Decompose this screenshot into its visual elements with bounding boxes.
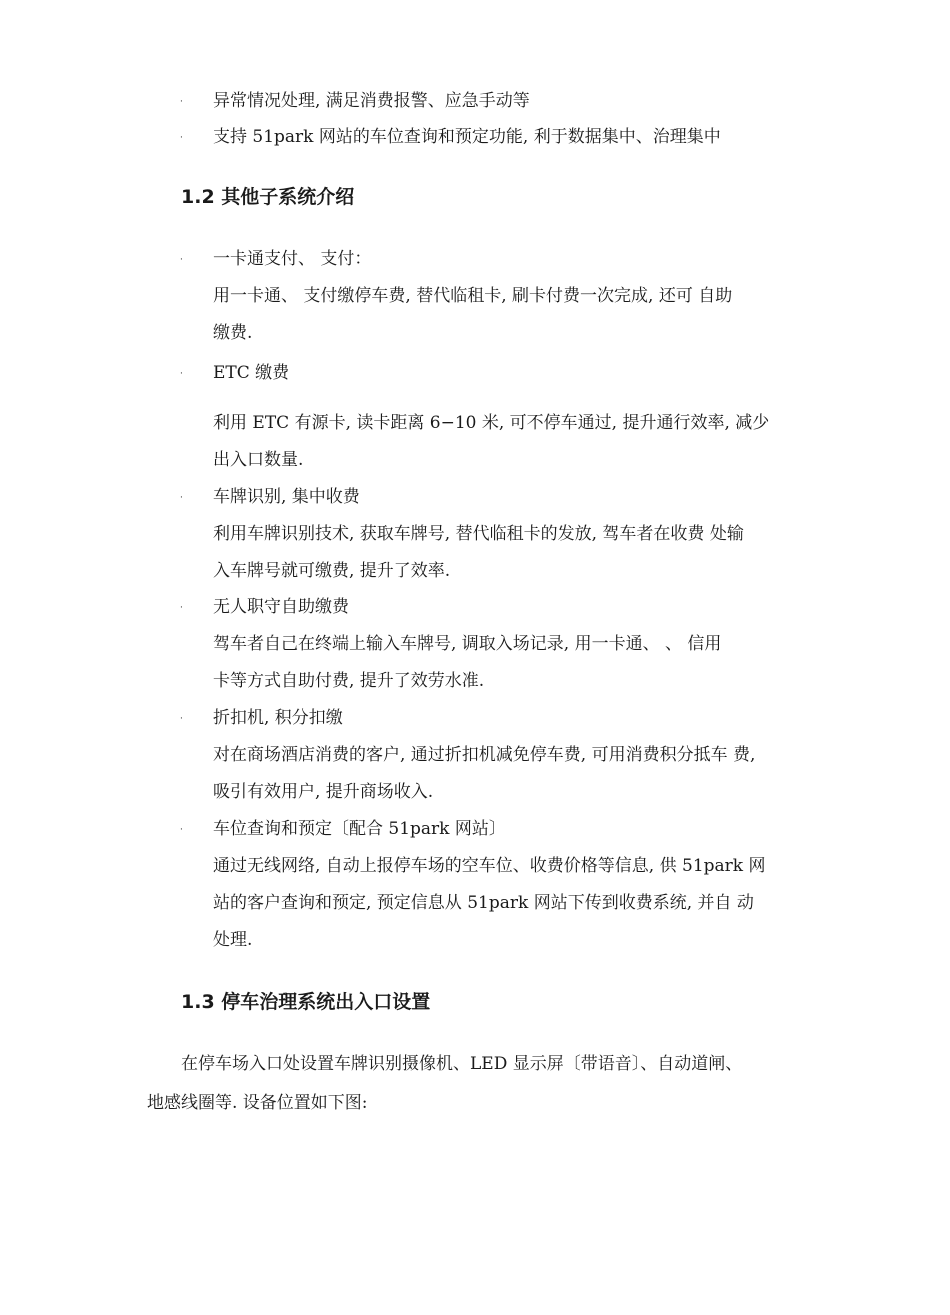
list-item-desc: 入车牌号就可缴费, 提升了效率. bbox=[213, 561, 451, 581]
list-item-title: ETC 缴费 bbox=[213, 363, 290, 383]
bullet: · bbox=[180, 603, 183, 613]
list-item-desc: 对在商场酒店消费的客户, 通过折扣机减免停车费, 可用消费积分抵车 费, bbox=[213, 745, 756, 765]
list-item-desc: 吸引有效用户, 提升商场收入. bbox=[213, 782, 434, 802]
list-item-desc: 利用 ETC 有源卡, 读卡距离 6−10 米, 可不停车通过, 提升通行效率, 减少 bbox=[213, 413, 770, 433]
paragraph-line: 在停车场入口处设置车牌识别摄像机、LED 显示屏〔带语音〕、自动道闸、 bbox=[181, 1054, 743, 1074]
section-heading-1-3: 1.3 停车治理系统出入口设置 bbox=[181, 991, 431, 1013]
bullet: · bbox=[180, 825, 183, 835]
section-heading-1-2: 1.2 其他子系统介绍 bbox=[181, 186, 355, 208]
list-item: 支持 51park 网站的车位查询和预定功能, 利于数据集中、治理集中 bbox=[213, 127, 721, 147]
bullet: · bbox=[180, 369, 183, 379]
list-item-desc: 卡等方式自助付费, 提升了效劳水准. bbox=[213, 671, 485, 691]
list-item-desc: 出入口数量. bbox=[213, 450, 304, 470]
bullet: · bbox=[180, 133, 183, 143]
list-item-desc: 用一卡通、 支付缴停车费, 替代临租卡, 刷卡付费一次完成, 还可 自助 bbox=[213, 286, 733, 306]
paragraph-line: 地感线圈等. 设备位置如下图: bbox=[147, 1093, 368, 1113]
bullet: · bbox=[180, 714, 183, 724]
list-item: 异常情况处理, 满足消费报警、应急手动等 bbox=[213, 91, 530, 111]
bullet: · bbox=[180, 493, 183, 503]
list-item-desc: 缴费. bbox=[213, 323, 253, 343]
bullet: · bbox=[180, 255, 183, 265]
list-item-desc: 利用车牌识别技术, 获取车牌号, 替代临租卡的发放, 驾车者在收费 处输 bbox=[213, 524, 744, 544]
list-item-desc: 驾车者自己在终端上输入车牌号, 调取入场记录, 用一卡通、 、 信用 bbox=[213, 634, 722, 654]
list-item-desc: 通过无线网络, 自动上报停车场的空车位、收费价格等信息, 供 51park 网 bbox=[213, 856, 766, 876]
bullet: · bbox=[180, 97, 183, 107]
list-item-title: 车位查询和预定〔配合 51park 网站〕 bbox=[213, 819, 506, 839]
list-item-title: 一卡通支付、 支付： bbox=[213, 249, 372, 269]
list-item-title: 车牌识别, 集中收费 bbox=[213, 487, 360, 507]
list-item-title: 折扣机, 积分扣缴 bbox=[213, 708, 343, 728]
list-item-desc: 处理. bbox=[213, 930, 253, 950]
list-item-title: 无人职守自助缴费 bbox=[213, 597, 349, 617]
list-item-desc: 站的客户查询和预定, 预定信息从 51park 网站下传到收费系统, 并自 动 bbox=[213, 893, 754, 913]
